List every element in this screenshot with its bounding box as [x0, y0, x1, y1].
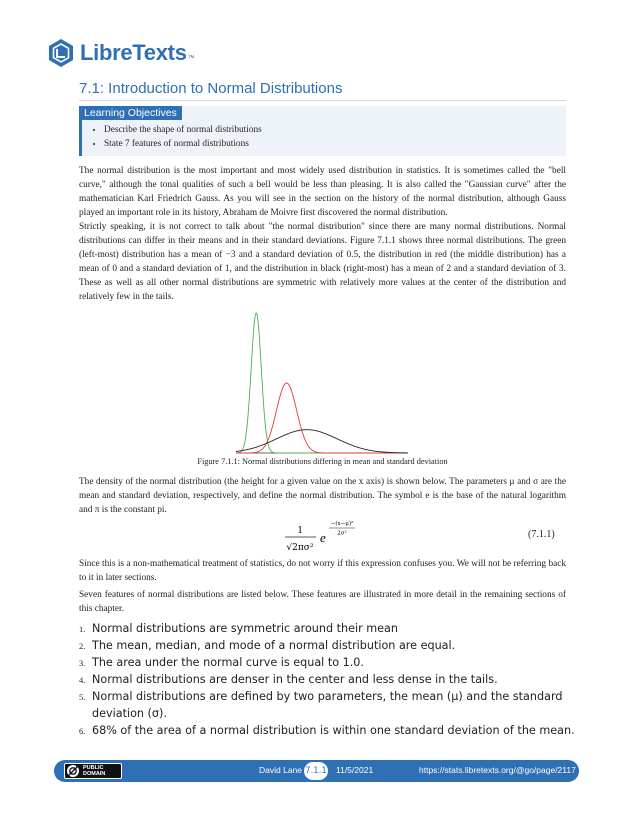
libretexts-logo[interactable]	[46, 38, 195, 68]
footer-page-number: 7.1.1	[304, 762, 328, 780]
paragraph-non-mathematical: Since this is a non-mathematical treatment of statistics, do not worry if this expression confuses you. We will not be referring back to it in later sections.	[79, 559, 566, 583]
list-text: 68% of the area of a normal distribution is within one standard deviation of the mean.	[92, 724, 575, 737]
list-number: 5.	[79, 692, 86, 702]
page-title: 7.1: Introduction to Normal Distributions	[79, 80, 566, 101]
features-list	[79, 620, 578, 739]
badge-text: PUBLIC DOMAIN	[83, 765, 106, 777]
logo-text: LibreTexts	[80, 40, 187, 65]
list-number: 3.	[79, 658, 86, 668]
eq-denominator: √2πσ²	[286, 543, 314, 553]
list-item	[79, 671, 578, 688]
paragraph-intro: The normal distribution is the most important and most widely used distribution in statistics. It is sometimes called the "bell curve," although the tonal qualities of such a bell would be less than pleasing. It is also called the "Gaussian curve" after the mathematician Karl Friedrich Gauss. As you will see in the section on the history of the normal distribution, although Gauss played an important role in its history, Abraham de Moivre first discovered the normal distribution.	[79, 166, 566, 218]
footer-url[interactable]: https://stats.libretexts.org/@go/page/2117	[419, 765, 576, 775]
list-text: Normal distributions are defined by two parameters, the mean (μ) and the standard deviation (σ).	[92, 690, 563, 720]
list-number: 6.	[79, 726, 86, 736]
list-text: Normal distributions are denser in the center and less dense in the tails.	[92, 673, 498, 686]
list-item	[79, 722, 578, 739]
eq-exponent-denominator: 2σ²	[337, 530, 347, 537]
list-item	[79, 688, 578, 722]
public-domain-icon	[66, 764, 80, 778]
learning-objectives-list	[92, 123, 262, 151]
learning-objectives-heading: Learning Objectives	[79, 106, 182, 120]
list-item: • Describe the shape of normal distributions	[104, 123, 262, 137]
list-item	[79, 637, 578, 654]
paragraph-normal-distributions: Strictly speaking, it is not correct to talk about "the normal distribution" since there are many normal distributions. Normal distributions can differ in their means and in their standard deviations. Figure 7.1.1 shows three normal distributions. The green (left-most) distribution has a mean of −3 and a standard deviation of 0.5, the distribution in red (the middle distribution) has a mean of 0 and a standard deviation of 1, and the distribution in black (right-most) has a mean of 2 and a standard deviation of 3. These as well as all other normal distributions are symmetric with relatively more values at the center of the distribution and relatively few in the tails.	[79, 222, 566, 302]
eq-exponent-numerator: −(x−μ)²	[330, 521, 354, 527]
list-text: Normal distributions are symmetric around their mean	[92, 622, 398, 635]
list-text: The area under the normal curve is equal to 1.0.	[92, 656, 364, 669]
public-domain-badge[interactable]	[64, 763, 122, 779]
list-item	[79, 654, 578, 671]
footer-date: 11/5/2021	[336, 765, 374, 775]
footer-author: David Lane	[259, 765, 303, 775]
list-item	[79, 620, 578, 637]
list-number: 2.	[79, 641, 86, 651]
normal-distributions-figure	[232, 310, 412, 456]
figure-caption: Figure 7.1.1: Normal distributions differing in mean and standard deviation	[197, 457, 448, 466]
list-text: The mean, median, and mode of a normal distribution are equal.	[92, 639, 456, 652]
list-item: • State 7 features of normal distributions	[104, 137, 262, 151]
learning-objectives-box	[79, 106, 566, 156]
normal-curve-2	[236, 383, 408, 453]
paragraph-density: The density of the normal distribution (the height for a given value on the x axis) is shown below. The parameters μ and σ are the mean and standard deviation, respectively, and define the normal distribution. The symbol e is the base of the natural logarithm and π is the constant pi.	[79, 477, 566, 515]
paragraph-seven-features: Seven features of normal distributions are listed below. These features are illustrated in more detail in the remaining sections of this chapter.	[79, 590, 566, 614]
equation-number: (7.1.1)	[528, 529, 555, 540]
normal-density-equation	[280, 517, 370, 555]
logo-trademark: ™	[187, 55, 195, 62]
list-number: 1.	[79, 624, 86, 634]
eq-numerator: 1	[297, 524, 303, 536]
eq-base: e	[320, 530, 326, 545]
page-footer	[54, 760, 579, 782]
list-number: 4.	[79, 675, 86, 685]
libretexts-logo-icon	[46, 38, 76, 68]
